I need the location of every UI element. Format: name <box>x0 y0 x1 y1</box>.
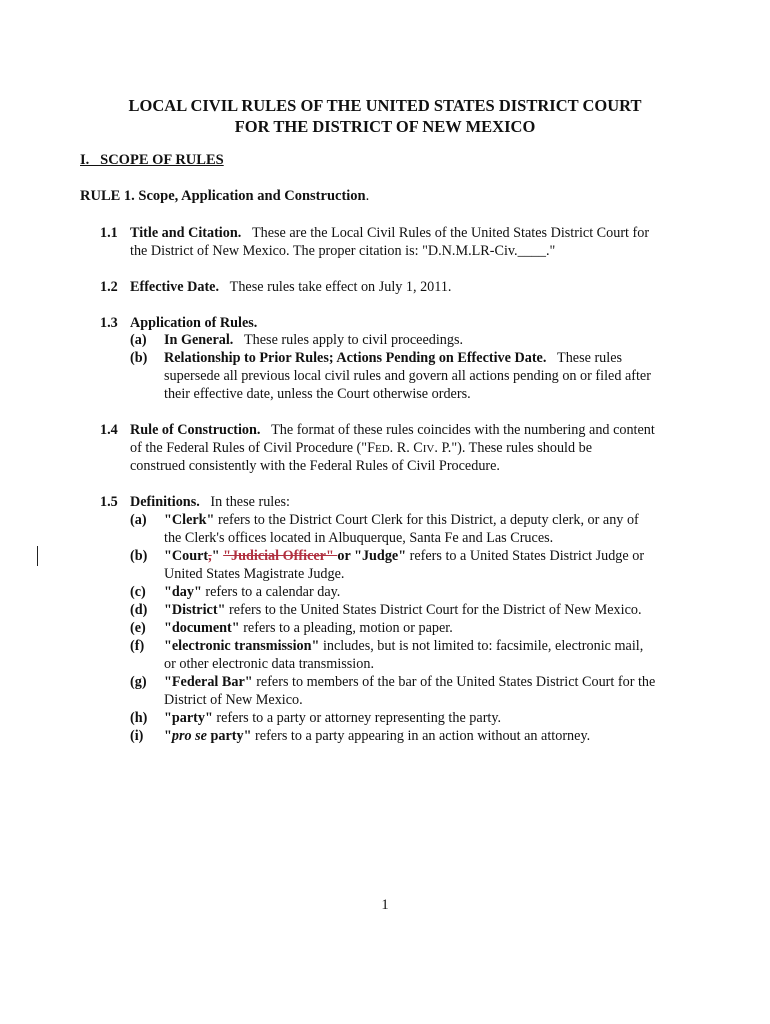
item-text: These rules <box>557 350 623 366</box>
definition-court-cont: United States Magistrate Judge. <box>164 566 345 582</box>
rule-text: These are the Local Civil Rules of the United States District Court for <box>251 225 650 241</box>
item-letter: (a) <box>130 512 147 528</box>
rule-heading-period: . <box>365 188 370 204</box>
definition-federal-bar <box>164 673 655 691</box>
revision-change-bar <box>37 546 38 566</box>
definition-text: refers to a party or attorney representing the party. <box>212 710 502 726</box>
rule-1-3-b-text-2: supersede all previous local civil rules and govern all actions pending on or filed after <box>164 368 651 384</box>
rule-1-5-number <box>100 493 118 511</box>
defined-term: "Court <box>164 548 209 564</box>
definition-text: refers to members of the bar of the United States District Court for the <box>252 674 656 690</box>
item-label: In General. <box>164 332 234 348</box>
rule-1-3-b-text-3: their effective date, unless the Court otherwise orders. <box>164 386 471 402</box>
defined-term: "electronic transmission" <box>164 638 320 654</box>
item-label: Relationship to Prior Rules; Actions Pending on Effective Date. <box>164 350 547 366</box>
definition-text: refers to the District Court Clerk for this District, a deputy clerk, or any of <box>214 512 639 528</box>
rule-1-3-b-text-1 <box>164 349 622 367</box>
definition-electronic-transmission-cont: or other electronic data transmission. <box>164 656 374 672</box>
definition-clerk-cont: the Clerk's offices located in Albuquerque, Santa Fe and Las Cruces. <box>164 530 554 546</box>
item-letter: (g) <box>130 674 147 690</box>
rule-1-3-number <box>100 314 118 332</box>
small-caps-part: ED <box>374 443 390 455</box>
rule-1-5-intro <box>130 493 290 511</box>
item-letter: (d) <box>130 602 148 618</box>
item-letter: (f) <box>130 638 145 654</box>
definition-court <box>164 547 644 565</box>
defined-term: " <box>211 548 224 564</box>
rule-1-4-number <box>100 421 118 439</box>
definition-text: includes, but is not limited to: facsimile, electronic mail, <box>319 638 644 654</box>
page-number: 1 <box>381 897 389 913</box>
deleted-text: "Judicial Officer" <box>223 548 338 564</box>
rule-text: In these rules: <box>210 494 290 510</box>
definition-clerk <box>164 511 639 529</box>
defined-term: "District" <box>164 602 226 618</box>
definition-text: refers to a calendar day. <box>201 584 341 600</box>
item-letter: (a) <box>130 332 147 348</box>
text-part: of the Federal Rules of Civil Procedure ("F <box>130 440 375 456</box>
item-text: These rules apply to civil proceedings. <box>244 332 464 348</box>
definition-federal-bar-cont: District of New Mexico. <box>164 692 303 708</box>
rule-1-2-number: 1.2 <box>100 279 118 295</box>
definition-pro-se-party <box>164 727 590 745</box>
definition-district <box>164 601 642 619</box>
rule-1-2-text <box>130 278 451 296</box>
definition-text: refers to the United States District Court for the District of New Mexico. <box>225 602 642 618</box>
rule-label: Rule of Construction. <box>130 422 261 438</box>
rule-number: 1.1 <box>100 225 118 241</box>
deleted-text: , <box>208 548 212 564</box>
definition-day <box>164 583 340 601</box>
rule-number: 1.5 <box>100 494 118 510</box>
rule-label: Definitions. <box>130 494 200 510</box>
item-letter: (c) <box>130 584 146 600</box>
rule-number: 1.3 <box>100 315 118 331</box>
rule-number: 1.4 <box>100 422 118 438</box>
defined-term: "Clerk" <box>164 512 215 528</box>
text-part: . P."). These rules should be <box>434 440 593 456</box>
rule-1-3-label: Application of Rules. <box>130 315 258 331</box>
rule-1-4-text-2 <box>130 439 592 458</box>
rule-text: The format of these rules coincides with the numbering and content <box>271 422 655 438</box>
rule-text: These rules take effect on July 1, 2011. <box>229 279 452 295</box>
rule-label: Title and Citation. <box>130 225 242 241</box>
section-heading: I. SCOPE OF RULES <box>80 152 224 168</box>
rule-heading <box>80 188 369 205</box>
defined-term: "party" <box>164 710 213 726</box>
rule-1-1-text-2: the District of New Mexico. The proper citation is: "D.N.M.LR-Civ.____." <box>130 243 556 259</box>
rule-label: Effective Date. <box>130 279 220 295</box>
item-letter: (b) <box>130 350 148 366</box>
definition-document <box>164 619 453 637</box>
item-letter: (e) <box>130 620 146 636</box>
rule-heading-text: RULE 1. Scope, Application and Construction <box>80 188 366 204</box>
defined-term: party" <box>206 728 252 744</box>
item-letter: (b) <box>130 548 148 564</box>
defined-term: " <box>164 728 172 744</box>
defined-term: "document" <box>164 620 240 636</box>
defined-term: "day" <box>164 584 202 600</box>
small-caps-part: IV <box>422 443 435 455</box>
rule-1-4-text-1 <box>130 421 655 439</box>
defined-term: "Federal Bar" <box>164 674 253 690</box>
item-letter: (h) <box>130 710 148 726</box>
rule-number <box>100 278 118 296</box>
definition-electronic-transmission <box>164 637 643 655</box>
item-letter: (i) <box>130 728 144 744</box>
definition-text: refers to a party appearing in an action without an attorney. <box>251 728 591 744</box>
rule-1-1-text-1 <box>130 224 649 242</box>
definition-party <box>164 709 501 727</box>
defined-term-italic: pro se <box>171 728 207 744</box>
rule-1-3-a-text <box>164 331 463 349</box>
rule-1-4-text-3: construed consistently with the Federal Rules of Civil Procedure. <box>130 458 500 474</box>
definition-text: refers to a United States District Judge or <box>406 548 645 564</box>
document-title-line-2: FOR THE DISTRICT OF NEW MEXICO <box>234 117 536 136</box>
defined-term: or "Judge" <box>337 548 407 564</box>
text-part: . R. C <box>389 440 423 456</box>
document-title-line-1: LOCAL CIVIL RULES OF THE UNITED STATES DISTRICT COURT <box>128 96 642 115</box>
definition-text: refers to a pleading, motion or paper. <box>239 620 453 636</box>
